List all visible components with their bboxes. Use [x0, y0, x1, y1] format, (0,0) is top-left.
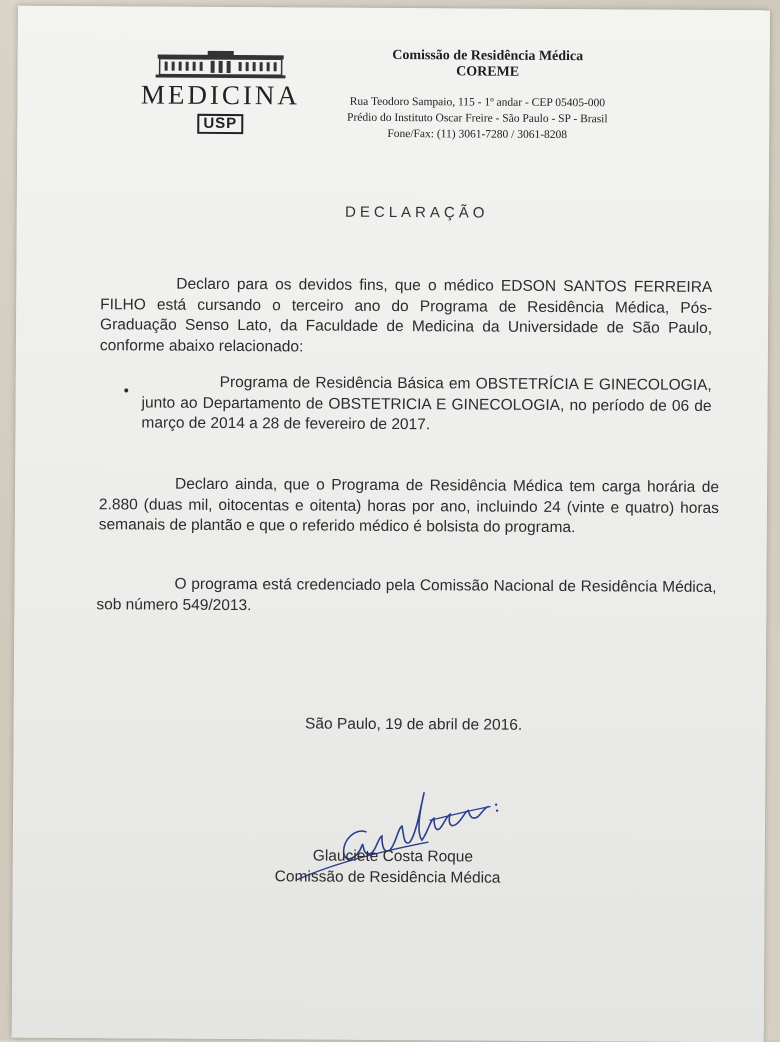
- paragraph-accreditation: O programa está credenciado pela Comissão Nacional de Residência Médica, sob número 549/2013.: [96, 575, 717, 614]
- address-line2: Prédio do Instituto Oscar Freire - São Paulo - SP - Brasil: [347, 111, 608, 126]
- signatory-role: Comissão de Residência Médica: [274, 868, 501, 887]
- logo-wordmark: MEDICINA: [140, 79, 301, 111]
- document-date: São Paulo, 19 de abril de 2016.: [304, 715, 523, 734]
- signatory-block: [275, 845, 565, 889]
- address-line1: Rua Teodoro Sampaio, 115 - 1º andar - CEP 05405-000: [349, 95, 606, 110]
- signatory-name: Glauciete Costa Roque: [312, 847, 474, 866]
- document-title: DECLARAÇÃO: [345, 203, 489, 222]
- header-address: [307, 93, 647, 143]
- medicina-usp-logo: [135, 48, 306, 145]
- header-title: [318, 48, 658, 82]
- header-title-line2: COREME: [456, 64, 520, 80]
- building-facade-icon: [156, 49, 286, 80]
- header-title-line1: Comissão de Residência Médica: [392, 47, 584, 65]
- document-page: [12, 6, 770, 1042]
- logo-usp-mark: USP: [197, 114, 243, 134]
- address-line3: Fone/Fax: (11) 3061-7280 / 3061-8208: [387, 127, 568, 142]
- bullet-icon: •: [123, 382, 129, 400]
- paragraph-declaration: Declaro para os devidos fins, que o médico EDSON SANTOS FERREIRA FILHO está cursando o terceiro ano do Programa de Residência Médica, Pós-Graduação Senso Lato, da Faculdade de Medicina da Universidade de São Paulo, conforme abaixo relacionado:: [99, 275, 713, 355]
- paragraph-workload: Declaro ainda, que o Programa de Residência Médica tem carga horária de 2.880 (duas mil, oitocentas e oitenta) horas por ano, incluindo 24 (vinte e quatro) horas semanais de plantão e que o referido médico é bolsista do programa.: [98, 475, 720, 537]
- bullet-program: Programa de Residência Básica em OBSTETRÍCIA E GINECOLOGIA, junto ao Departamento de OBSTETRICIA E GINECOLOGIA, no período de 06 de março de 2014 a 28 de fevereiro de 2017.: [141, 373, 712, 434]
